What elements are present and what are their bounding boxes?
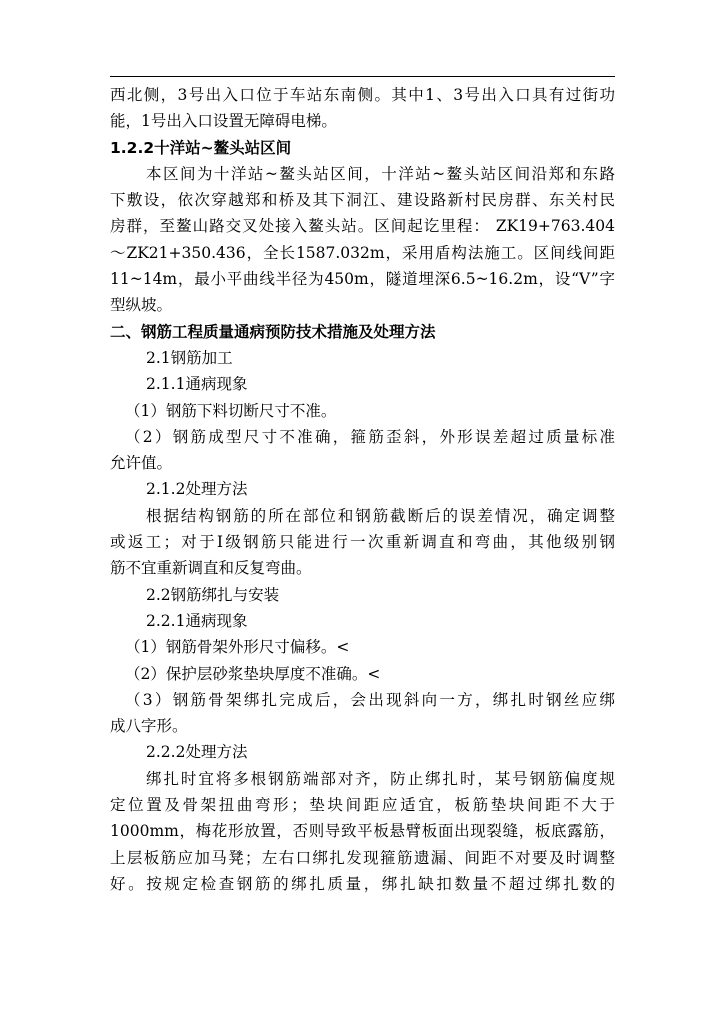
list-item: （3）钢筋骨架绑扎完成后，会出现斜向一方，绑扎时钢丝应绑 (125, 690, 615, 709)
body-line: 允许值。 (110, 454, 173, 473)
body-line: ～ZK21+350.436，全长1587.032m，采用盾构法施工。区间线间距 (110, 243, 615, 262)
subsection-heading: 2.1.2处理方法 (146, 480, 248, 499)
subsection-heading: 2.1钢筋加工 (146, 348, 233, 367)
body-line: 1000mm，梅花形放置，否则导致平板悬臂板面出现裂缝，板底露筋， (110, 822, 615, 841)
chapter-heading: 二、钢筋工程质量通病预防技术措施及处理方法 (110, 322, 436, 341)
subsection-heading: 2.2.1通病现象 (146, 611, 248, 630)
body-line: 成八字形。 (110, 717, 188, 736)
body-line: 好。按规定检查钢筋的绑扎质量，绑扎缺扣数量不超过绑扎数的 (110, 874, 615, 893)
body-line: 11~14m，最小平曲线半径为450m，隧道埋深6.5~16.2m，设“V”字 (110, 270, 615, 289)
body-line: 本区间为十洋站~鳌头站区间，十洋站~鳌头站区间沿郑和东路 (146, 164, 615, 183)
subsection-heading: 2.2.2处理方法 (146, 743, 248, 762)
body-line: 定位置及骨架扭曲弯形；垫块间距应适宜，板筋垫块间距不大于 (110, 796, 615, 815)
list-item: （1）钢筋骨架外形尺寸偏移。< (125, 638, 350, 657)
body-line: 绑扎时宜将多根钢筋端部对齐，防止绑扎时，某号钢筋偏度规 (146, 769, 615, 788)
body-line: 筋不宜重新调直和反复弯曲。 (110, 559, 312, 578)
body-line: 或返工；对于Ⅰ级钢筋只能进行一次重新调直和弯曲，其他级别钢 (110, 533, 615, 552)
header-rule (110, 76, 615, 77)
section-heading: 1.2.2十洋站~鳌头站区间 (110, 138, 292, 157)
body-line: 下敷设，依次穿越郑和桥及其下洞江、建设路新村民房群、东关村民 (110, 191, 615, 210)
list-item: （2）钢筋成型尺寸不准确，箍筋歪斜，外形误差超过质量标准 (125, 427, 615, 446)
body-line: 型纵坡。 (110, 296, 173, 315)
list-item: （1）钢筋下料切断尺寸不准。 (125, 401, 337, 420)
body-line: 能，1号出入口设置无障碍电梯。 (110, 112, 337, 131)
list-item: （2）保护层砂浆垫块厚度不准确。< (125, 664, 381, 683)
body-line: 西北侧，3号出入口位于车站东南侧。其中1、3号出入口具有过街功 (110, 86, 615, 104)
subsection-heading: 2.1.1通病现象 (146, 375, 248, 394)
body-line: 根据结构钢筋的所在部位和钢筋截断后的误差情况，确定调整 (146, 506, 615, 525)
body-line: 房群，至鳌山路交叉处接入鳌头站。区间起讫里程： ZK19+763.404 (110, 217, 615, 236)
subsection-heading: 2.2钢筋绑扎与安装 (146, 585, 280, 604)
body-line: 上层板筋应加马凳；左右口绑扎发现箍筋遗漏、间距不对要及时调整 (110, 848, 615, 867)
document-body (110, 82, 615, 897)
